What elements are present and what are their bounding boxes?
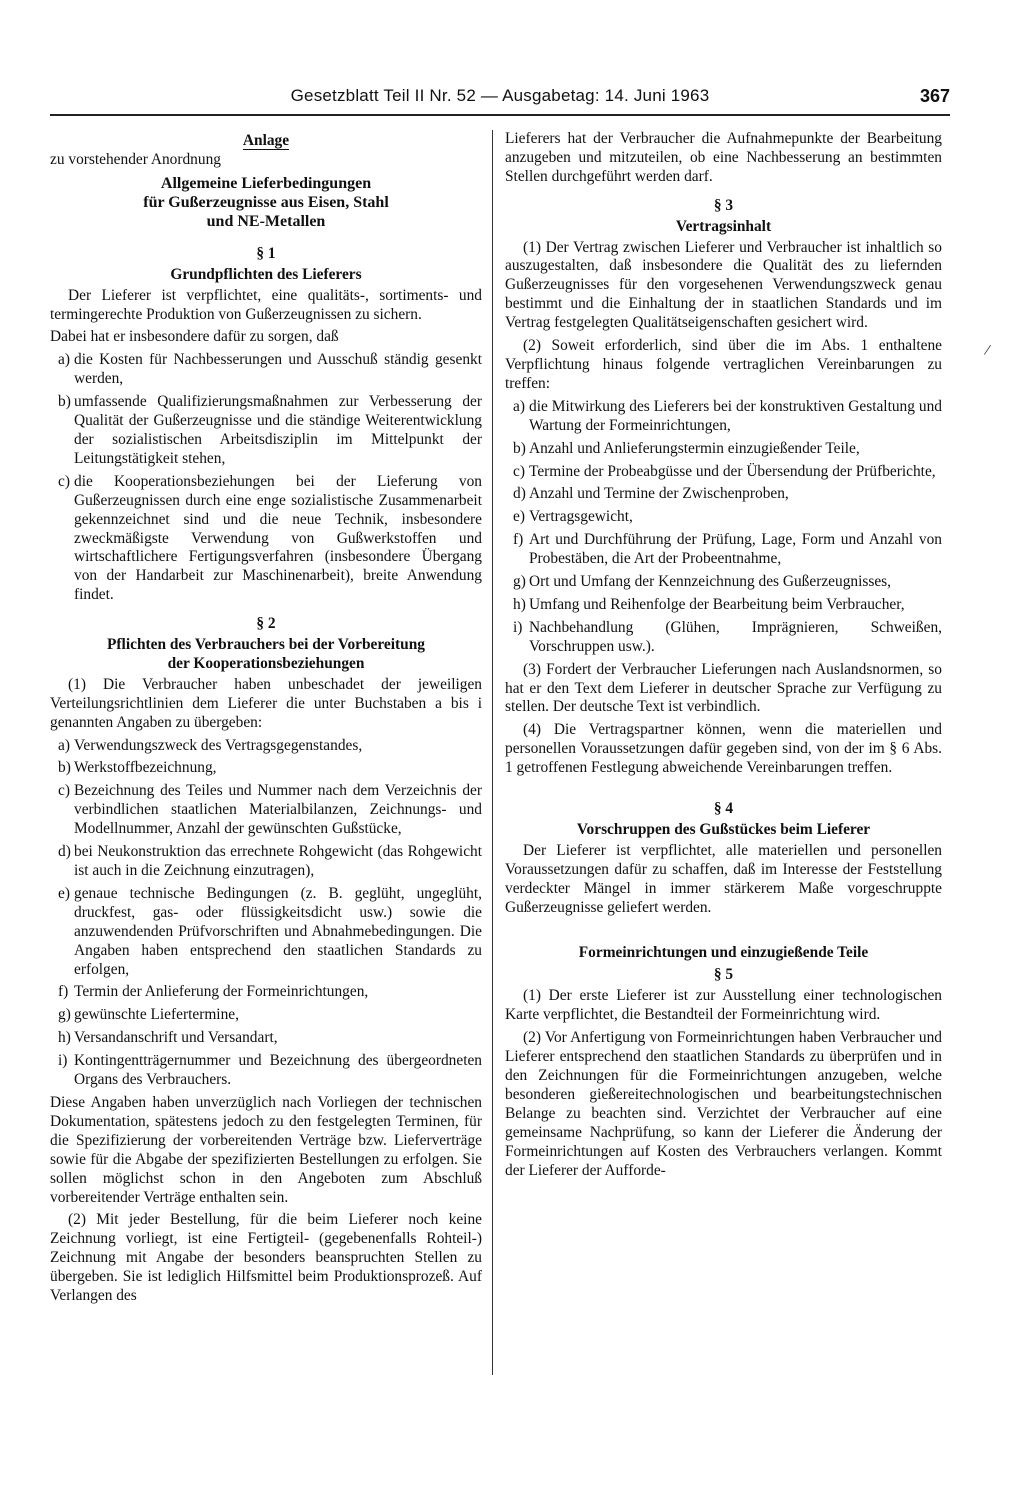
paragraph: (1) Der Vertrag zwischen Lieferer und Verbraucher ist inhaltlich so auszugestalten, daß insbesondere die Qualität des zu liefernden Gußerzeugnisses für den vorgesehenen Verwendungszweck genau bestimmt und die Einhaltung der in staatlichen Standards und im Vertrag festgelegten Qualitätseigenschaften gesichert wird.	[505, 238, 942, 332]
list-item: a) die Kosten für Nachbesserungen und Ausschuß ständig gesenkt werden,	[58, 351, 482, 388]
paragraph: Diese Angaben haben unverzüglich nach Vorliegen der technischen Dokumentation, spätestens jedoch zu den festgelegten Terminen, für die Spezifizierung der vorbereitenden Verträge bzw. Lieferverträge sowie für die Abgabe der spezifizierten Bestellungen zu erfolgen. Sie sollen möglichst schon in den Angeboten zum Abschluß vorbereitender Verträge enthalten sein.	[50, 1093, 482, 1206]
section-3-heading: Vertragsinhalt	[675, 217, 772, 235]
list-item: e) genaue technische Bedingungen (z. B. geglüht, ungeglüht, druckfest, gas- oder flüssigkeitsdicht usw.) sowie die anzuwendenden Prüfvorschriften und Abnahmebedingungen. Die Angaben haben entsprechend den staatlichen Standards zu erfolgen,	[58, 884, 482, 978]
list-item: c) Termine der Probeabgüsse und der Übersendung der Prüfberichte,	[513, 462, 936, 480]
section-2-number: § 2	[256, 615, 276, 633]
section-4-heading: Vorschruppen des Gußstückes beim Lieferer	[576, 821, 871, 838]
paragraph: (2) Vor Anfertigung von Formeinrichtungen haben Verbraucher und Lieferer entsprechend den staatlichen Standards zu überprüfen und in den Zeichnungen für die Formeinrichtungen anzugeben, welche besonderen gießereitechnologischen und bearbeitungstechnischen Belange zu beachten sind. Verzichtet der Verbraucher auf eine gemeinsame Nachprüfung, so kann der Lieferer die Änderung der Formeinrichtungen auf Kosten des Verbrauchers verlangen. Kommt der Lieferer der Aufforde-	[505, 1029, 942, 1179]
section-1-heading: Grundpflichten des Lieferers	[170, 265, 362, 283]
anlage-heading: Anlage	[242, 132, 290, 149]
list-item: h) Versandanschrift und Versandart,	[58, 1029, 278, 1047]
list-item: g) Ort und Umfang der Kennzeichnung des Gußerzeugnisses,	[513, 573, 892, 591]
section-2-list	[50, 737, 482, 1090]
page-header	[50, 86, 950, 116]
list-item: d) Anzahl und Termine der Zwischenproben,	[513, 485, 789, 503]
list-item: c) Bezeichnung des Teiles und Nummer nach dem Verzeichnis der verbindlichen staatlichen Materialbilanzen, Zeichnungs- und Modellnummer, Anzahl der gewünschten Gußstücke,	[58, 782, 482, 838]
page-number: 367	[919, 86, 950, 106]
right-column	[505, 130, 942, 1184]
list-item: e) Vertragsgewicht,	[513, 508, 633, 526]
list-item: h) Umfang und Reihenfolge der Bearbeitung beim Verbraucher,	[513, 595, 905, 613]
list-item: f) Termin der Anlieferung der Formeinrichtungen,	[58, 983, 369, 1001]
section-2-heading: Pflichten des Verbrauchers bei der Vorbereitung der Kooperationsbeziehungen	[107, 636, 425, 672]
anlage-subtitle: zu vorstehender Anordnung	[50, 150, 221, 168]
paragraph: (2) Soweit erforderlich, sind über die im Abs. 1 enthaltene Verpflichtung hinaus folgende vertraglichen Vereinbarungen zu treffen:	[505, 337, 942, 392]
paragraph: Der Lieferer ist verpflichtet, alle materiellen und personellen Voraussetzungen dafür zu schaffen, daß im Interesse der Feststellung verdeckter Mängel in immer stärkerem Maße vorgeschruppte Gußerzeugnisse geliefert werden.	[505, 841, 942, 916]
document-title: Allgemeine Lieferbedingungen für Gußerzeugnisse aus Eisen, Stahl und NE-Metallen	[143, 174, 389, 230]
list-item: f) Art und Durchführung der Prüfung, Lage, Form und Anzahl von Probestäben, die Art der Probeentnahme,	[513, 531, 942, 568]
margin-mark: /	[983, 341, 992, 360]
list-item: d) bei Neukonstruktion das errechnete Rohgewicht (das Rohgewicht ist auch in die Zeichnung einzutragen),	[58, 843, 482, 879]
paragraph: (3) Fordert der Verbraucher Lieferungen nach Auslandsnormen, so hat er den Text dem Lieferer in deutscher Sprache zur Verfügung zu stellen. Der deutsche Text ist verbindlich.	[505, 660, 942, 716]
list-item: b) umfassende Qualifizierungsmaßnahmen zur Verbesserung der Qualität der Gußerzeugnisse und die ständige Weiterentwicklung der sozialistischen Arbeitsdisziplin im Mittelpunkt der Leitungstätigkeit stehen,	[58, 393, 482, 467]
left-column	[50, 130, 482, 1310]
list-item: b) Werkstoffbezeichnung,	[58, 759, 217, 777]
list-item: i) Nachbehandlung (Glühen, Imprägnieren, Schweißen, Vorschruppen usw.).	[513, 618, 942, 655]
list-item: i) Kontingentträgernummer und Bezeichnung des übergeordneten Organs des Verbrauchers.	[58, 1052, 482, 1089]
section-1-list	[50, 351, 482, 605]
formeinrichtungen-heading: Formeinrichtungen und einzugießende Teile	[578, 943, 869, 961]
list-item: c) die Kooperationsbeziehungen bei der Lieferung von Gußerzeugnissen durch eine enge sozialistische Zusammenarbeit gekennzeichnet sind und die neue Technik, insbesondere zweckmäßigste Verwendung von Gußwerkstoffen und wirtschaftlichere Fertigungsverfahren (insbesondere Übergang von der Handarbeit zur Maschinenarbeit), breite Anwendung findet.	[58, 472, 482, 604]
paragraph: (1) Die Verbraucher haben unbeschadet der jeweiligen Verteilungsrichtlinien dem Lieferer die unter Buchstaben a bis i genannten Angaben zu übergeben:	[50, 675, 482, 731]
paragraph: Der Lieferer ist verpflichtet, eine qualitäts-, sortiments- und termingerechte Produktion von Gußerzeugnissen zu sichern.	[50, 286, 482, 323]
section-3-number: § 3	[713, 196, 734, 214]
section-5-number: § 5	[713, 966, 734, 984]
paragraph: (2) Mit jeder Bestellung, für die beim Lieferer noch keine Zeichnung vorliegt, ist eine Fertigteil- (gegebenenfalls Rohteil-) Zeichnung mit Angabe der besonders beanspruchten Stellen zu übergeben. Sie ist lediglich Hilfsmittel beim Produktionsprozeß. Auf Verlangen des	[50, 1211, 482, 1305]
list-item: a) Verwendungszweck des Vertragsgegenstandes,	[58, 736, 363, 754]
paragraph: Lieferers hat der Verbraucher die Aufnahmepunkte der Bearbeitung anzugeben und mitzuteilen, ob eine Nachbesserung an bestimmten Stellen durchgeführt werden darf.	[505, 130, 942, 185]
paragraph: (1) Der erste Lieferer ist zur Ausstellung einer technologischen Karte verpflichtet, die Bestandteil der Formeinrichtung wird.	[505, 987, 942, 1024]
section-4-number: § 4	[713, 800, 734, 818]
list-item: b) Anzahl und Anlieferungstermin einzugießender Teile,	[513, 439, 860, 457]
section-3-list	[505, 398, 942, 657]
column-divider	[492, 130, 493, 1375]
paragraph: (4) Die Vertragspartner können, wenn die materiellen und personellen Voraussetzungen dafür gegeben sind, von der im § 6 Abs. 1 getroffenen Festlegung abweichende Vereinbarungen treffen.	[505, 721, 942, 777]
list-item: g) gewünschte Liefertermine,	[58, 1006, 239, 1024]
section-1-number: § 1	[256, 244, 276, 262]
paragraph: Dabei hat er insbesondere dafür zu sorgen, daß	[50, 328, 339, 346]
header-title: Gesetzblatt Teil II Nr. 52 — Ausgabetag: 14. Juni 1963	[290, 86, 710, 105]
list-item: a) die Mitwirkung des Lieferers bei der konstruktiven Gestaltung und Wartung der Formeinrichtungen,	[513, 397, 942, 434]
